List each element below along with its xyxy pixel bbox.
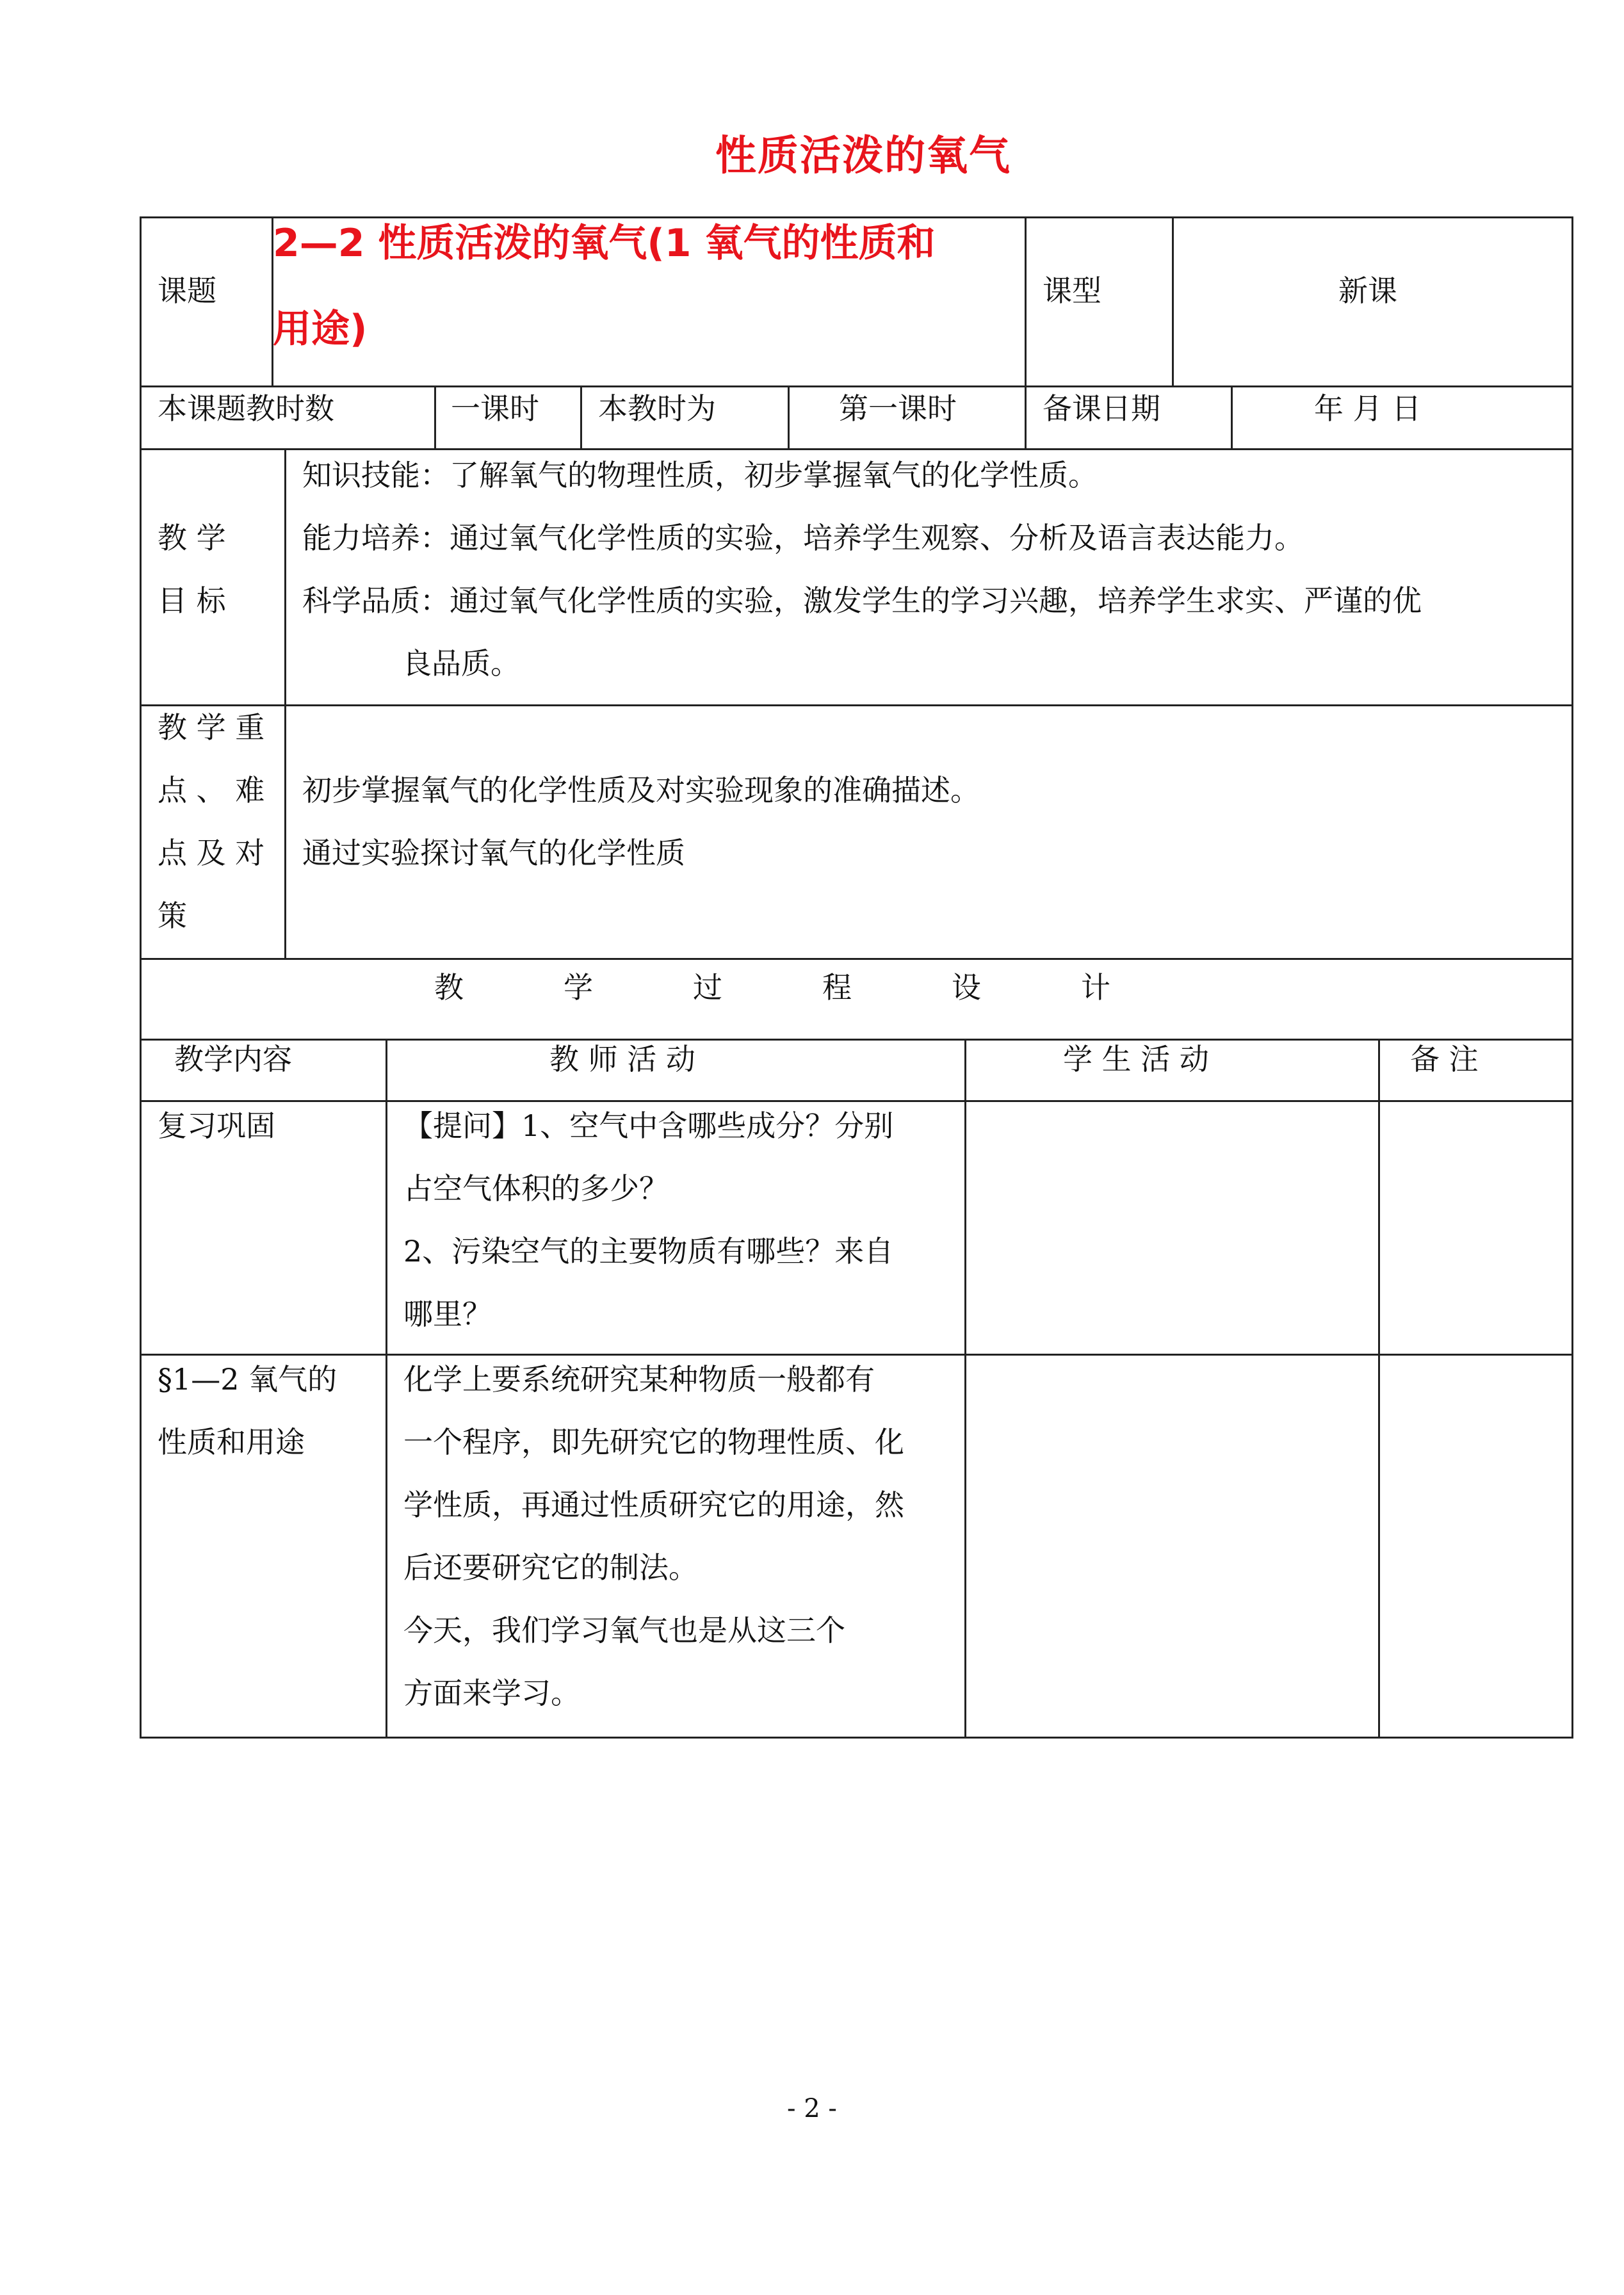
keti-value-line1: 2—2 性质活泼的氧气(1 氧气的性质和: [273, 221, 936, 266]
col-divider: [284, 448, 286, 958]
table-border-left: [140, 216, 142, 1739]
row1-content: 复习巩固: [158, 1108, 275, 1143]
total-periods-label: 本课题教时数: [158, 391, 334, 426]
col-divider: [434, 385, 436, 448]
row2-teacher-line: 后还要研究它的制法。: [403, 1550, 698, 1585]
ketype-label: 课型: [1043, 273, 1101, 308]
row1-teacher-line: 占空气体积的多少？: [403, 1171, 669, 1206]
col-divider: [1172, 216, 1174, 385]
col-divider: [1231, 385, 1233, 448]
col-divider: [964, 1039, 966, 1737]
row1-teacher-line: 2、污染空气的主要物质有哪些？来自: [403, 1234, 894, 1269]
keypoints-label-3: 点 及 对: [158, 836, 265, 870]
this-period-label: 本教时为: [598, 391, 716, 426]
prep-date-value: 年 月 日: [1314, 391, 1422, 426]
goal-knowledge: 知识技能：了解氧气的物理性质，初步掌握氧气的化学性质。: [302, 458, 1098, 492]
col-divider: [788, 385, 790, 448]
goal-quality: 科学品质：通过氧气化学性质的实验，激发学生的学习兴趣，培养学生求实、严谨的优: [302, 583, 1422, 618]
col-header-student: 学 生 活 动: [1063, 1042, 1209, 1076]
keti-value-line2: 用途): [273, 307, 368, 352]
table-border-bottom: [140, 1737, 1573, 1739]
row2-content-line: §1—2 氧气的: [158, 1362, 337, 1397]
col-divider: [1025, 385, 1027, 448]
row2-content-line: 性质和用途: [158, 1425, 305, 1459]
process-heading-char: 程: [822, 970, 852, 1005]
row-divider-4: [140, 958, 1573, 960]
row-divider-5: [140, 1039, 1573, 1041]
row1-teacher-line: 哪里？: [403, 1297, 492, 1331]
keti-label: 课题: [158, 273, 216, 308]
row2-teacher-line: 化学上要系统研究某种物质一般都有: [403, 1362, 875, 1397]
process-heading-char: 教: [434, 970, 464, 1005]
col-header-teacher: 教 师 活 动: [549, 1042, 695, 1076]
col-divider: [1378, 1039, 1380, 1737]
col-header-content: 教学内容: [174, 1042, 292, 1076]
this-period-value: 第一课时: [839, 391, 957, 426]
row2-teacher-line: 方面来学习。: [403, 1676, 580, 1710]
col-divider: [580, 385, 582, 448]
row2-teacher-line: 一个程序，即先研究它的物理性质、化: [403, 1425, 904, 1459]
keypoints-label-4: 策: [158, 898, 187, 933]
process-heading-char: 设: [952, 970, 981, 1005]
goals-label-a: 教 学: [158, 521, 226, 555]
row-divider-3: [140, 704, 1573, 706]
process-heading-char: 过: [693, 970, 722, 1005]
col-header-note: 备 注: [1410, 1042, 1479, 1076]
keypoints-label-1: 教 学 重: [158, 710, 265, 745]
process-heading-char: 计: [1081, 970, 1110, 1005]
process-heading-char: 学: [564, 970, 593, 1005]
goal-quality-cont: 良品质。: [402, 646, 520, 681]
keypoints-label-2: 点 、 难: [158, 773, 265, 807]
row1-teacher-line: 【提问】1、空气中含哪些成分？分别: [403, 1108, 894, 1143]
document-title: 性质活泼的氧气: [715, 133, 1011, 180]
page-number: - 2 -: [787, 2094, 837, 2123]
keypoint-2: 通过实验探讨氧气的化学性质: [302, 836, 685, 870]
total-periods-value: 一课时: [451, 391, 539, 426]
prep-date-label: 备课日期: [1043, 391, 1160, 426]
row2-teacher-line: 学性质，再通过性质研究它的用途，然: [403, 1488, 904, 1522]
col-divider: [1025, 216, 1027, 385]
keypoint-1: 初步掌握氧气的化学性质及对实验现象的准确描述。: [302, 773, 980, 807]
goals-label-b: 目 标: [158, 583, 226, 618]
row2-teacher-line: 今天，我们学习氧气也是从这三个: [403, 1613, 845, 1648]
goal-ability: 能力培养：通过氧气化学性质的实验，培养学生观察、分析及语言表达能力。: [302, 521, 1304, 555]
col-divider: [386, 1039, 387, 1737]
ketype-value: 新课: [1338, 273, 1397, 308]
table-border-right: [1571, 216, 1573, 1739]
